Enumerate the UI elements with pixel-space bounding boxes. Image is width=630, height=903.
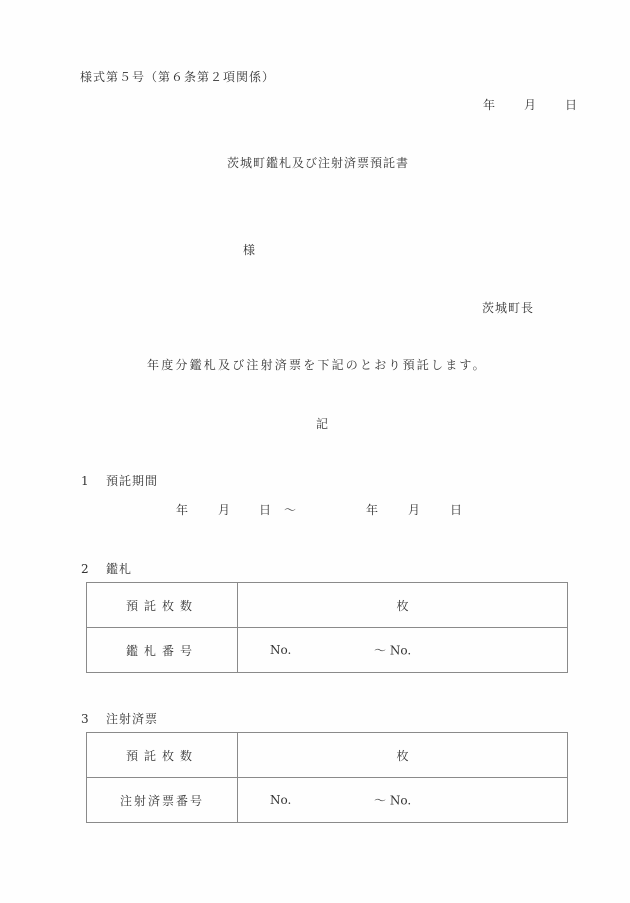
ticket-number-end: ～ No. [374,793,412,808]
period-tilde: ～ [284,503,297,517]
injection-ticket-table [86,732,568,823]
period-start-year: 年 [176,503,189,517]
date-year-label: 年 [483,98,496,112]
period-start-day: 日 [259,503,272,517]
license-tag-table [86,582,568,673]
table-row [87,628,568,673]
period-start-month: 月 [218,503,231,517]
issuer: 茨城町長 [482,301,535,315]
section-1-number: 1 [81,474,89,488]
ticket-number-start: No. [270,793,292,807]
deposit-count-unit: 枚 [238,733,568,778]
period-end-day: 日 [450,503,463,517]
table-row [87,733,568,778]
addressee-suffix: 様 [243,243,256,257]
document-title: 茨城町鑑札及び注射済票預託書 [227,156,410,170]
body-text: 年度分鑑札及び注射済票を下記のとおり預託します。 [147,358,487,372]
section-2-heading: 鑑札 [106,562,133,576]
deposit-count-unit: 枚 [238,583,568,628]
tag-number-end: ～ No. [374,643,412,658]
date-day-label: 日 [565,98,578,112]
section-3-number: 3 [81,712,89,726]
ticket-number-range [238,778,568,823]
ticket-number-label: 注射済票番号 [87,778,238,823]
tag-number-range [238,628,568,673]
deposit-count-label: 預託枚数 [87,583,238,628]
period-end-year: 年 [366,503,379,517]
period-end-month: 月 [408,503,421,517]
section-3-heading: 注射済票 [106,712,159,726]
table-row [87,583,568,628]
section-1-heading: 預託期間 [106,474,159,488]
date-month-label: 月 [524,98,537,112]
form-number: 様式第５号（第６条第２項関係） [80,70,276,84]
tag-number-label: 鑑札番号 [87,628,238,673]
ki-heading: 記 [316,417,329,431]
deposit-count-label: 預託枚数 [87,733,238,778]
section-2-number: 2 [81,562,89,576]
tag-number-start: No. [270,643,292,657]
table-row [87,778,568,823]
